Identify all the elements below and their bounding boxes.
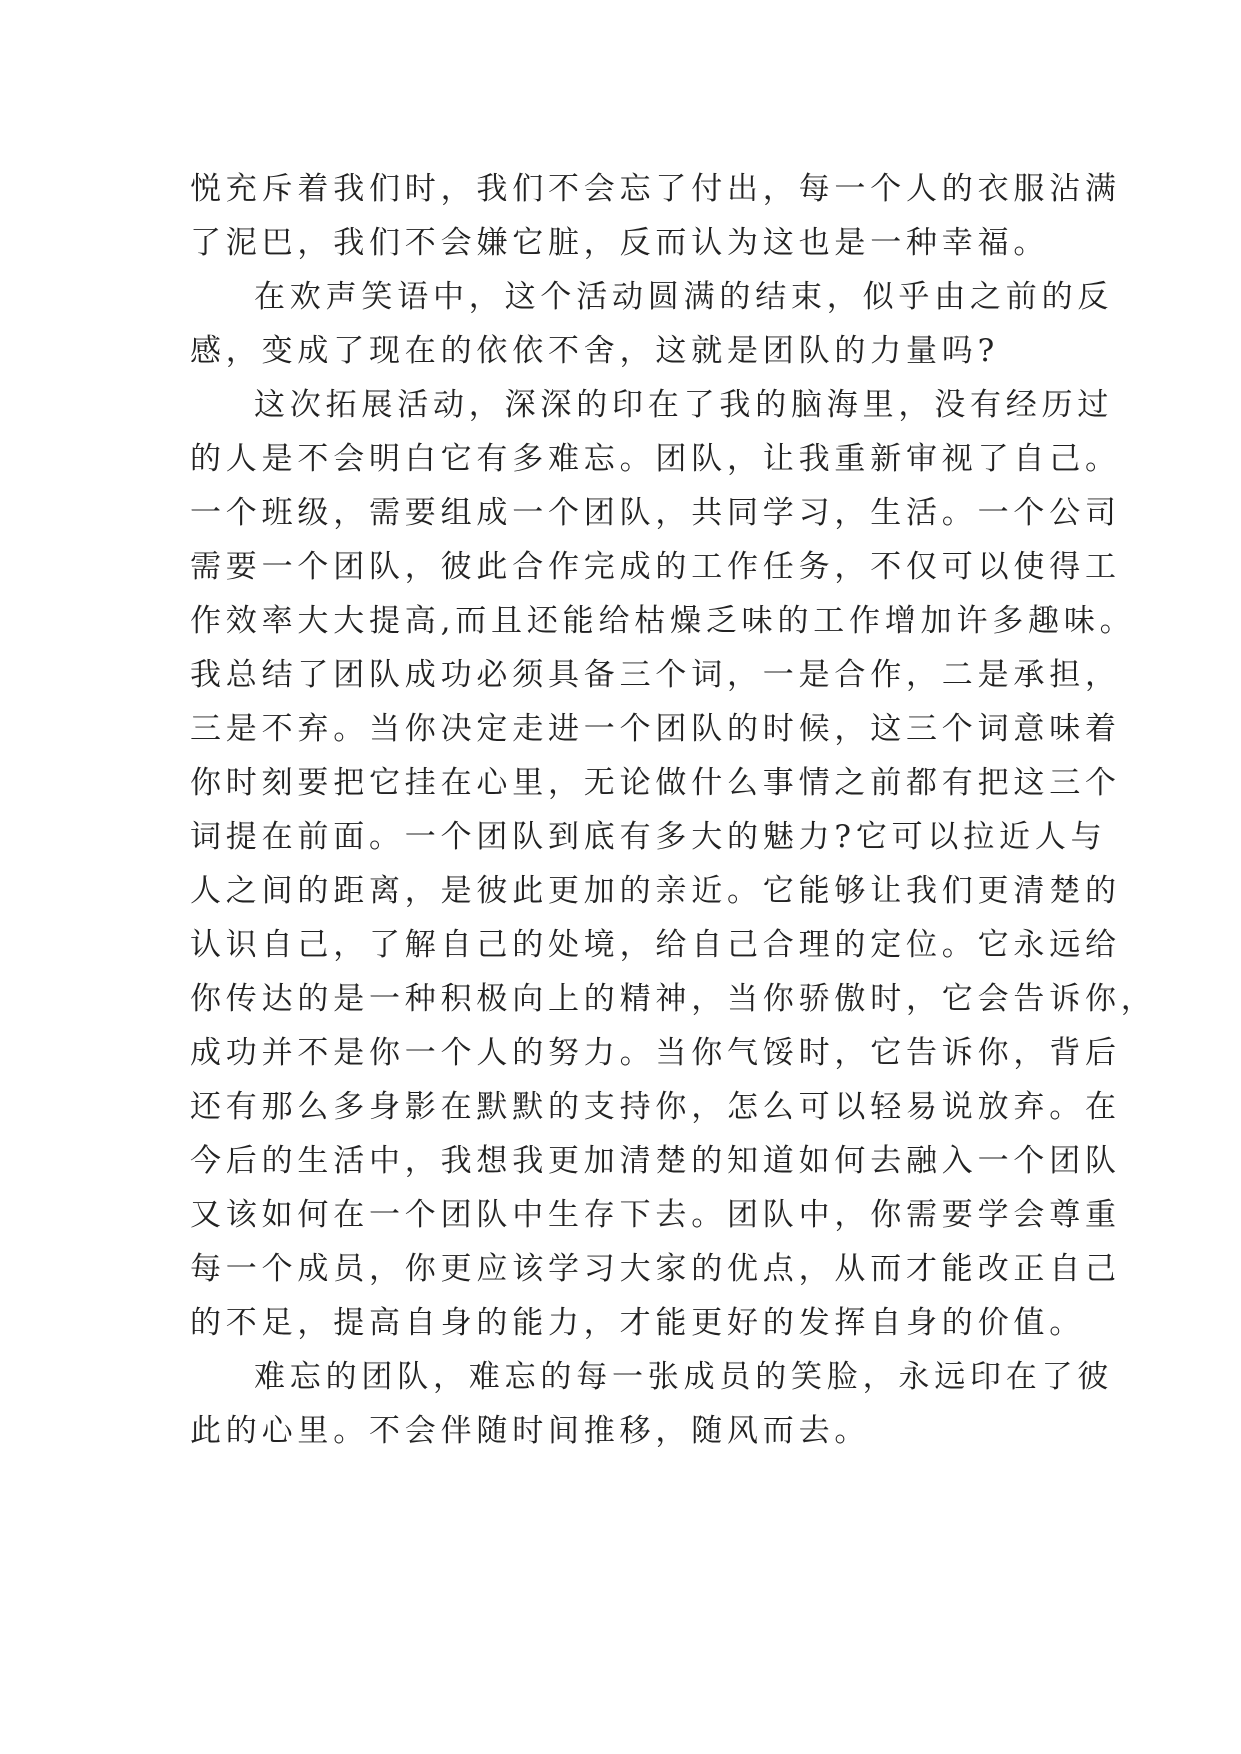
text-line: 此的心里。不会伴随时间推移，随风而去。: [190, 1413, 871, 1449]
text-line: 今后的生活中，我想我更加清楚的知道如何去融入一个团队: [190, 1143, 1121, 1179]
text-line: 需要一个团队，彼此合作完成的工作任务，不仅可以使得工: [190, 549, 1121, 585]
text-line: 成功并不是你一个人的努力。当你气馁时，它告诉你，背后: [190, 1035, 1121, 1071]
text-line: 了泥巴，我们不会嫌它脏，反而认为这也是一种幸福。: [190, 225, 1050, 261]
text-line: 作效率大大提高,而且还能给枯燥乏味的工作增加许多趣味。: [190, 603, 1136, 639]
text-line: 的人是不会明白它有多难忘。团队，让我重新审视了自己。: [190, 441, 1121, 477]
paragraph-first-line: 难忘的团队，难忘的每一张成员的笑脸，永远印在了彼: [254, 1359, 1114, 1395]
text-line: 我总结了团队成功必须具备三个词，一是合作，二是承担，: [190, 657, 1121, 693]
text-line: 人之间的距离，是彼此更加的亲近。它能够让我们更清楚的: [190, 873, 1121, 909]
text-line: 你传达的是一种积极向上的精神，当你骄傲时，它会告诉你，: [190, 981, 1157, 1017]
text-line: 又该如何在一个团队中生存下去。团队中，你需要学会尊重: [190, 1197, 1121, 1233]
text-line: 三是不弃。当你决定走进一个团队的时候，这三个词意味着: [190, 711, 1121, 747]
text-line: 感，变成了现在的依依不舍，这就是团队的力量吗?: [190, 333, 1000, 369]
text-line: 认识自己，了解自己的处境，给自己合理的定位。它永远给: [190, 927, 1121, 963]
text-line: 的不足，提高自身的能力，才能更好的发挥自身的价值。: [190, 1305, 1085, 1341]
text-line: 每一个成员，你更应该学习大家的优点，从而才能改正自己: [190, 1251, 1121, 1287]
paragraph-first-line: 这次拓展活动，深深的印在了我的脑海里，没有经历过: [254, 387, 1114, 423]
text-line: 悦充斥着我们时，我们不会忘了付出，每一个人的衣服沾满: [190, 171, 1121, 207]
document-body: [190, 162, 1157, 1458]
paragraph-first-line: 在欢声笑语中，这个活动圆满的结束，似乎由之前的反: [254, 279, 1114, 315]
text-line: 一个班级，需要组成一个团队，共同学习，生活。一个公司: [190, 495, 1121, 531]
text-line: 你时刻要把它挂在心里，无论做什么事情之前都有把这三个: [190, 765, 1121, 801]
text-line: 还有那么多身影在默默的支持你，怎么可以轻易说放弃。在: [190, 1089, 1121, 1125]
text-line: 词提在前面。一个团队到底有多大的魅力?它可以拉近人与: [190, 819, 1107, 855]
